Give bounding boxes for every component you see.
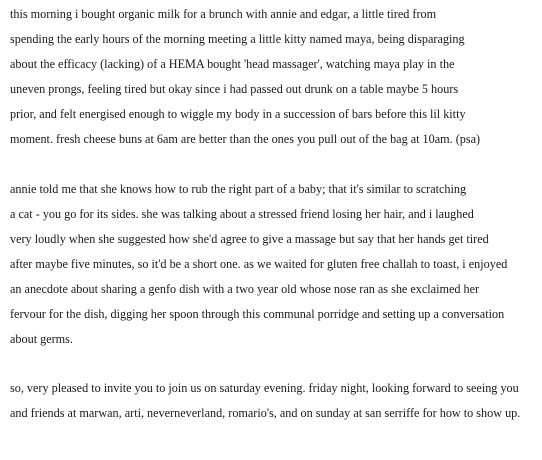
paragraph-1	[10, 2, 480, 152]
text-line: about the efficacy (lacking) of a HEMA bought 'head massager', watching maya play in the	[10, 57, 455, 71]
paragraph-2	[10, 177, 507, 352]
text-line: prior, and felt energised enough to wiggle my body in a succession of bars before this lil kitty	[10, 107, 466, 121]
text-line: about germs.	[10, 332, 73, 346]
text-line: and friends at marwan, arti, neverneverland, romario's, and on sunday at san serriffe for how to show up.	[10, 406, 521, 420]
text-line: a cat - you go for its sides. she was talking about a stressed friend losing her hair, and i laughed	[10, 207, 474, 221]
text-line: fervour for the dish, digging her spoon through this communal porridge and setting up a conversation	[10, 307, 505, 321]
text-line: annie told me that she knows how to rub the right part of a baby; that it's similar to scratching	[10, 182, 467, 196]
text-line: so, very pleased to invite you to join us on saturday evening. friday night, looking forward to seeing you	[10, 381, 519, 395]
text-line: spending the early hours of the morning meeting a little kitty named maya, being disparaging	[10, 32, 465, 46]
text-line: this morning i bought organic milk for a brunch with annie and edgar, a little tired from	[10, 7, 437, 21]
text-line: very loudly when she suggested how she'd agree to give a massage but say that her hands get tired	[10, 232, 489, 246]
paragraph-3	[10, 376, 520, 426]
text-line: moment. fresh cheese buns at 6am are better than the ones you pull out of the bag at 10am. (psa)	[10, 132, 481, 146]
text-line: an anecdote about sharing a genfo dish with a two year old whose nose ran as she exclaimed her	[10, 282, 480, 296]
text-line: after maybe five minutes, so it'd be a short one. as we waited for gluten free challah to toast, i enjoyed	[10, 257, 508, 271]
text-line: uneven prongs, feeling tired but okay since i had passed out drunk on a table maybe 5 hours	[10, 82, 459, 96]
